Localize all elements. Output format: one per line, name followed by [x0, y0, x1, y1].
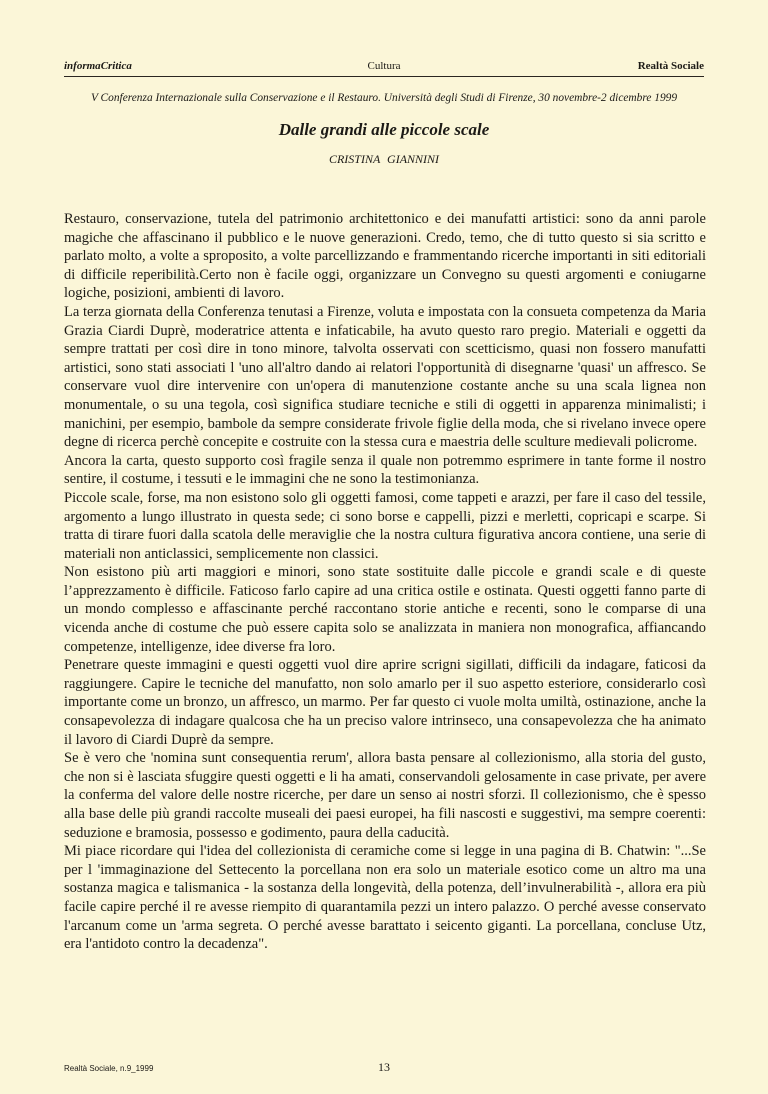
- article-author: CRISTINA GIANNINI: [328, 152, 440, 166]
- header-publication-suffix: Critica: [100, 60, 132, 72]
- paragraph: La terza giornata della Conferenza tenutasi a Firenze, voluta e impostata con la consueta competenza da Maria Grazia Ciardi Duprè, moderatrice attenta e infaticabile, ha avuto questo raro pregio. Materiali e oggetti da sempre trattati per così dire in tono minore, talvolta osservati con scetticismo, quasi non fossero manufatti artistici, sono stati associati l 'uno all'altro dando ai relatori l'opportunità di disegnarne 'quasi' un affresco. Se conservare vuol dire intervenire con un'opera di manutenzione costante anche su una scala lignea non monumentale, o su una tegola, così significa studiare tecniche e stili di oggetti in apparenza minimalisti; i manichini, per esempio, bambole da sempre considerate frivole figlie della moda, che si rivelano invece opere degne di ricerca perchè concepite e costruite con la stessa cura e maestria delle sculture medievali policrome.: [64, 303, 706, 451]
- paragraph: Non esistono più arti maggiori e minori, sono state sostituite dalle piccole e grandi scale e di queste l’apprezzamento è difficile. Faticoso farlo capire ad una critica ostile e ostinata. Questi oggetti fanno parte di un mondo complesso e affascinante perché raccontano storie antiche e recenti, sono le comparse di una vicenda anche di costume che può essere capita solo se analizzata in maniera non monografica, affiancando competenze, intelligenze, idee diverse fra loro.: [64, 564, 706, 655]
- paragraph: Mi piace ricordare qui l'idea del collezionista di ceramiche come si legge in una pagina di B. Chatwin: "...Se per l 'immaginazione del Settecento la porcellana non era solo un materiale esotico come un altro ma una sostanza magica e talismanica - la sostanza della longevità, della potenza, dell’invulnerabilità -, allora era più facile capire perché il re avesse riempito di quarantamila pezzi un intero palazzo. O perché avesse conservato l'arcanum come un 'arma segreta. O perché avesse barattato i seicento giganti. La porcellana, concluse Utz, era l'antidoto contro la decadenza".: [64, 843, 706, 953]
- paragraph: Piccole scale, forse, ma non esistono solo gli oggetti famosi, come tappeti e arazzi, per fare il caso del tessile, argomento a lungo illustrato in questa sede; ci sono borse e cappelli, pizzi e merletti, copricapi e scarpe. Si tratta di tirare fuori dalla scatola delle meraviglie che la nostra cultura figurativa ancora contiene, una serie di materiali non anticlassici, semplicemente non classici.: [64, 489, 706, 562]
- article-title: Dalle grandi alle piccole scale: [278, 120, 490, 139]
- paragraph: Se è vero che 'nomina sunt consequentia rerum', allora basta pensare al collezionismo, alla storia del gusto, che non si è lasciata sfuggire questi oggetti e li ha amati, conservandoli gelosamente in case private, per avere la conferma del valore delle nostre ricerche, per dare un senso ai nostri sforzi. Il collezionismo, che è spesso alla base delle più grandi raccolte museali dei paesi europei, ha fili nascosti e suggestivi, ma sempre coerenti: seduzione e bramosia, possesso e godimento, paura della caducità.: [64, 750, 706, 841]
- header-publication-prefix: informa: [64, 60, 101, 72]
- article-body: [64, 210, 706, 954]
- header-section: Cultura: [367, 60, 401, 72]
- header-journal: Realtà Sociale: [637, 60, 704, 72]
- header-divider: [64, 76, 704, 77]
- running-header: [64, 60, 704, 76]
- paragraph: Restauro, conservazione, tutela del patrimonio architettonico e dei manufatti artistici: sono da anni parole magiche che affascinano il pubblico e le nuove generazioni. Credo, temo, che di tutto questo si sia scritto e parlato molto, a volte a sproposito, a volte parcellizzando e frammentando ricerche importanti in siti editoriali di difficile reperibilità.Certo non è facile oggi, organizzare un Convegno su questi argomenti e coniugarne logiche, posizioni, ambienti di lavoro.: [64, 211, 706, 302]
- page-number: 13: [378, 1060, 390, 1074]
- footer-issue: Realtà Sociale, n.9_1999: [64, 1064, 154, 1073]
- paragraph: Ancora la carta, questo supporto così fragile senza il quale non potremmo esprimere in tante forme il nostro sentire, il costume, i tessuti e le immagini che ne sono la testimonianza.: [64, 452, 706, 488]
- conference-line: V Conferenza Internazionale sulla Conservazione e il Restauro. Università degli Studi di Firenze, 30 novembre-2 dicembre 1999: [90, 92, 678, 104]
- paragraph: Penetrare queste immagini e questi oggetti vuol dire aprire scrigni sigillati, difficili da indagare, faticosi da raggiungere. Capire le tecniche del manufatto, non solo amarlo per il suo aspetto esteriore, considerarlo così importante come un bronzo, un affresco, un marmo. Per far questo ci vuole molta umiltà, ostinazione, anche la consapevolezza di indagare qualcosa che ha un preciso valore intrinseco, una consapevolezza che ha animato il lavoro di Ciardi Duprè da sempre.: [64, 657, 706, 748]
